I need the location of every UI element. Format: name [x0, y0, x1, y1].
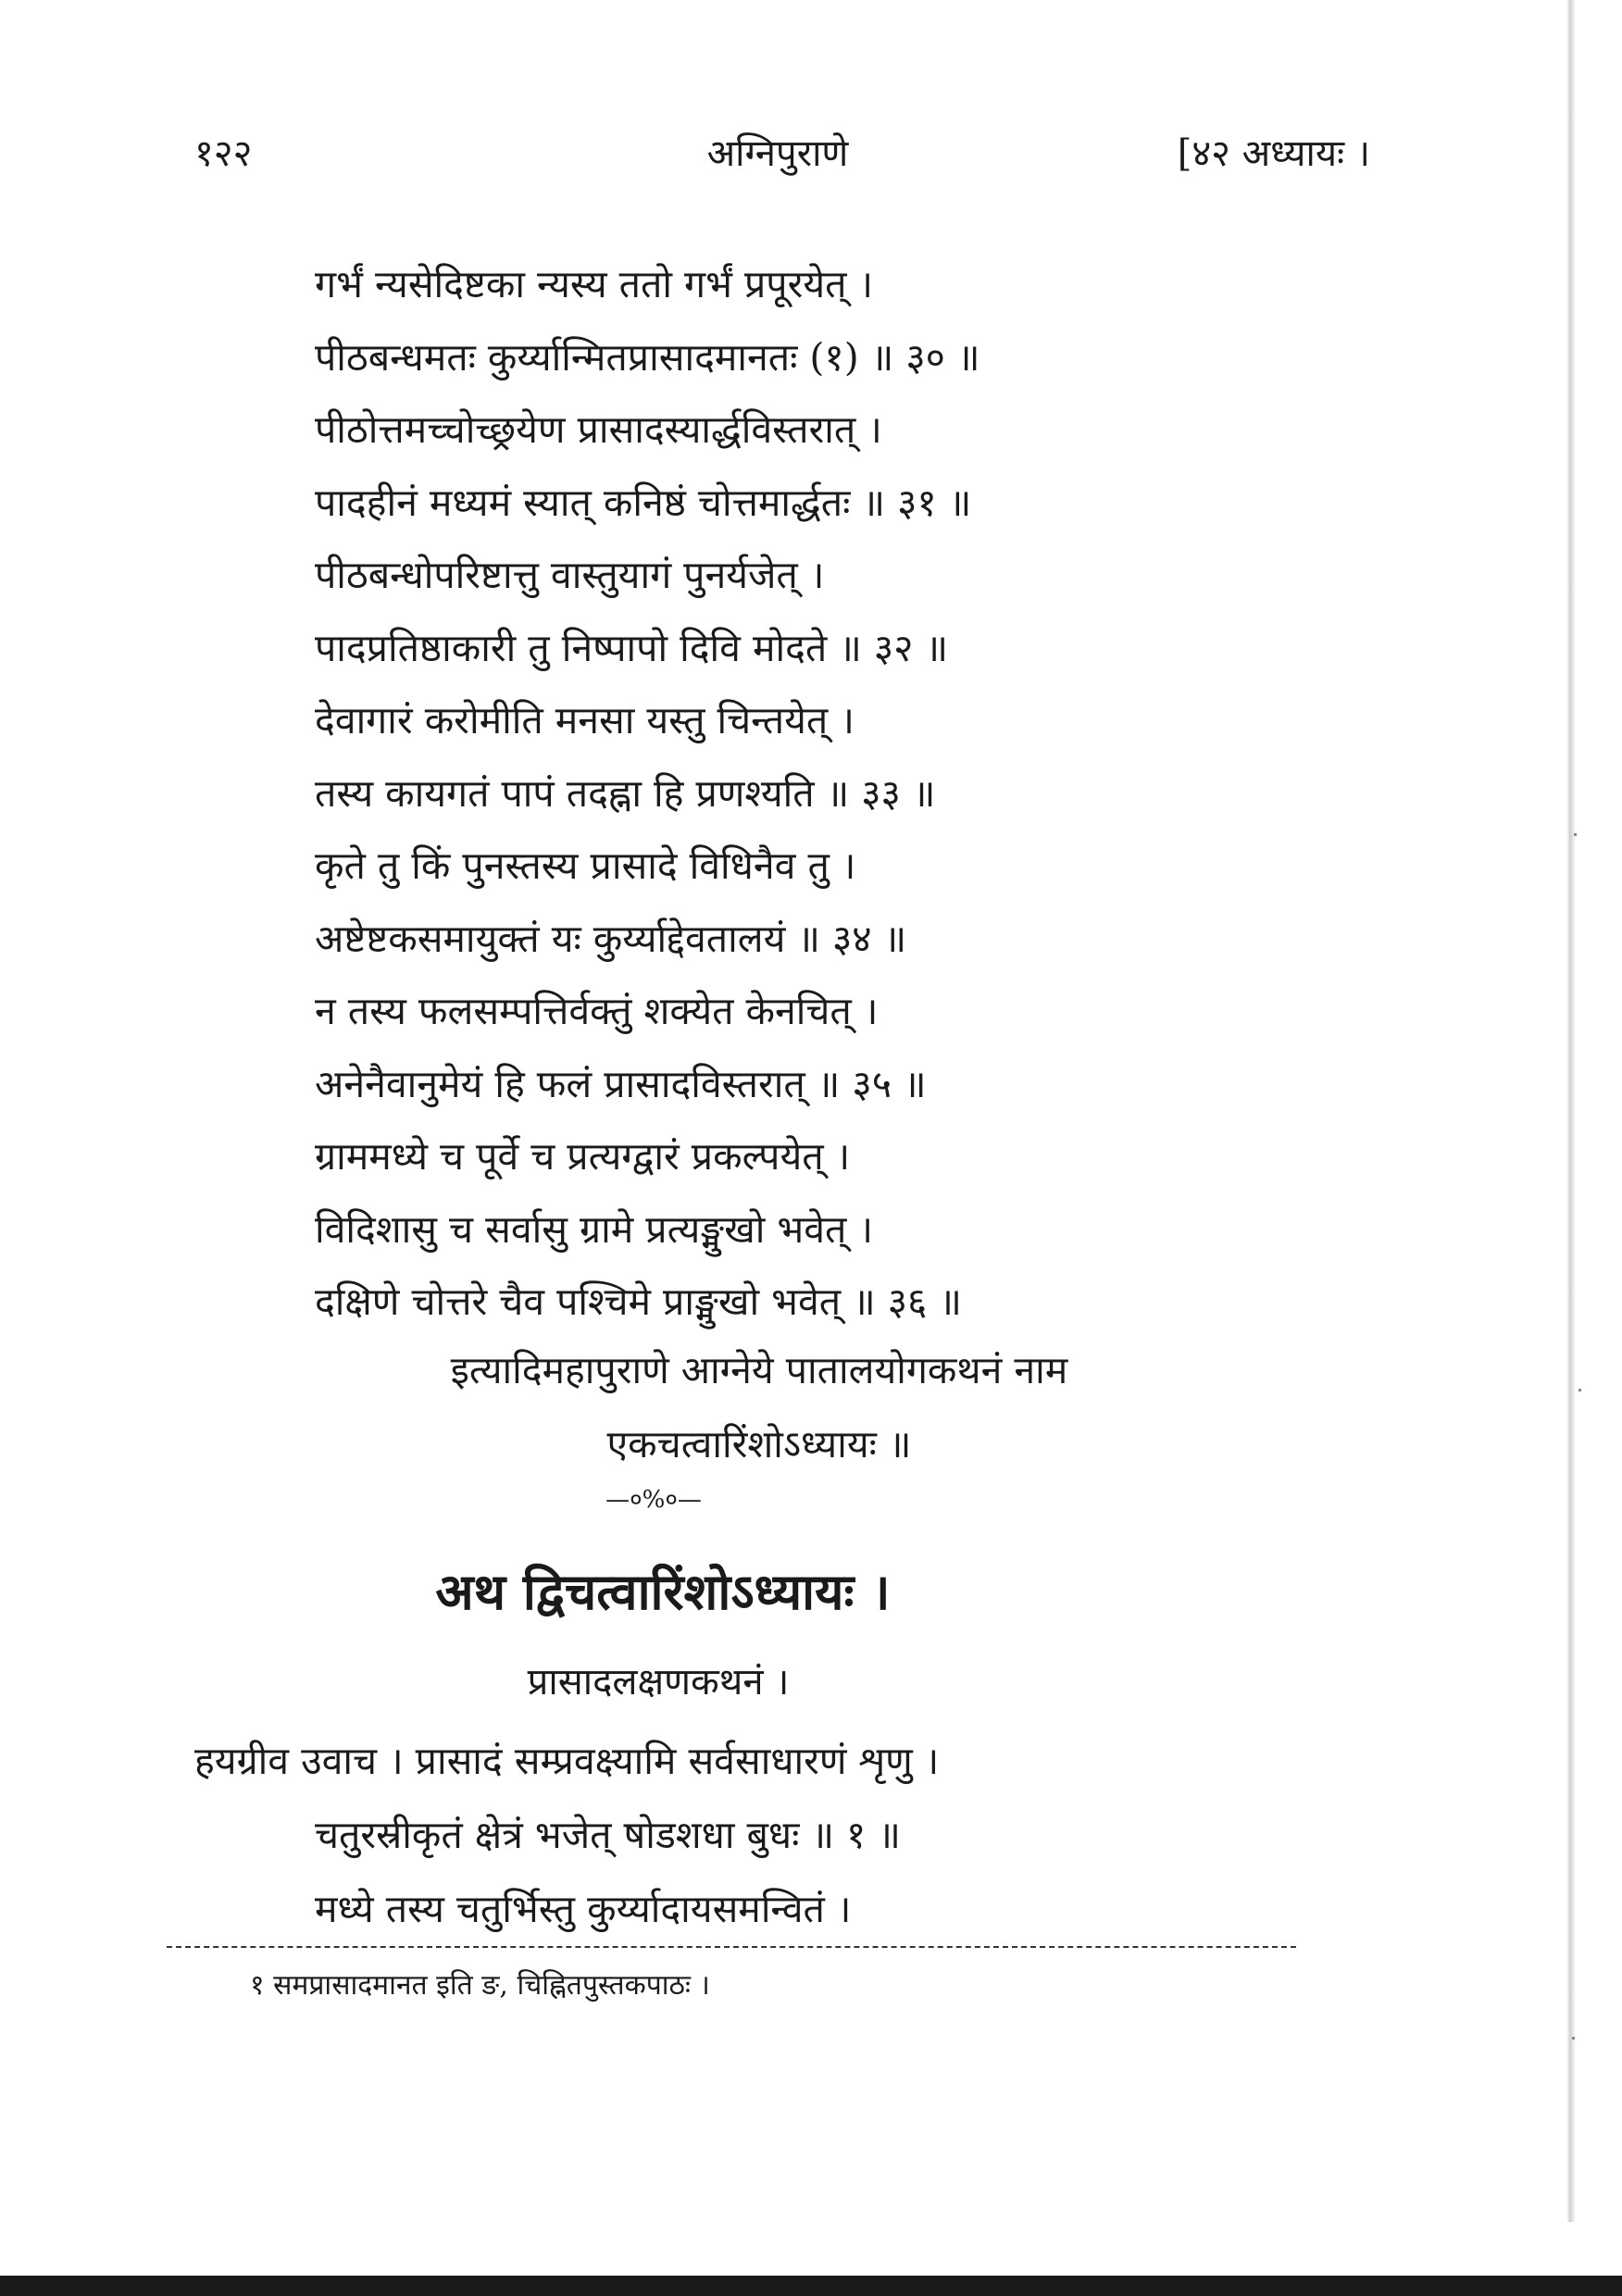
verse-block	[315, 248, 1241, 1339]
page-number: १२२	[194, 132, 253, 175]
chapter-subtitle: प्रासादलक्षणकथनं ।	[527, 1661, 790, 1703]
verse-line: पीठबन्धोपरिष्टात्तु वास्तुयागं पुनर्यजेत् ।	[315, 553, 825, 597]
verse-line: तस्य कायगतं पापं तदह्ना हि प्रणश्यति ॥ ३३ ॥	[315, 770, 936, 816]
verse-line: हयग्रीव उवाच । प्रासादं सम्प्रवक्ष्यामि सर्वसाधारणं शृणु ।	[194, 1739, 940, 1783]
verse-line: चतुरस्रीकृतं क्षेत्रं भजेत् षोडशधा बुधः ॥ १ ॥	[315, 1813, 901, 1857]
verse-line: ग्राममध्ये च पूर्वे च प्रत्यग्द्वारं प्रकल्पयेत् ।	[315, 1134, 851, 1179]
chapter-colophon	[343, 1333, 1176, 1481]
scan-edge	[1566, 0, 1576, 2222]
verse-line: पादहीनं मध्यमं स्यात् कनिष्ठं चोत्तमार्द्धतः ॥ ३१ ॥	[315, 480, 972, 525]
verse-line: अनेनैवानुमेयं हि फलं प्रासादविस्तरात् ॥ ३५ ॥	[315, 1061, 927, 1106]
verse-line: कृते तु किं पुनस्तस्य प्रासादे विधिनैव तु ।	[315, 843, 856, 888]
scan-speck	[1578, 1389, 1581, 1391]
verse-line: गर्भं न्यसेदिष्टका न्यस्य ततो गर्भं प्रपूरयेत् ।	[315, 262, 874, 306]
chapter-title: अथ द्विचत्वारिंशोऽध्यायः ।	[435, 1562, 891, 1621]
new-chapter-verses	[194, 1724, 1333, 1946]
running-title: अग्निपुराणे	[706, 132, 849, 175]
verse-line: दक्षिणे चोत्तरे चैव पश्चिमे प्राङ्मुखो भवेत् ॥ ३६ ॥	[315, 1279, 962, 1324]
scan-speck	[1574, 833, 1577, 836]
section-ornament: —०%०—	[605, 1486, 702, 1514]
verse-line: देवागारं करोमीति मनसा यस्तु चिन्तयेत् ।	[315, 698, 855, 742]
verse-line: पीठबन्धमतः कुर्य्यान्मितप्रासादमानतः (१) ॥ ३० ॥	[315, 334, 980, 380]
verse-line: विदिशासु च सर्वासु ग्रामे प्रत्यङ्मुखो भवेत् ।	[315, 1206, 873, 1252]
footnote-divider	[167, 1946, 1296, 1948]
colophon-line: इत्यादिमहापुराणे आग्नेये पातालयोगकथनं नाम	[450, 1348, 1068, 1392]
scan-speck	[1572, 2037, 1575, 2040]
colophon-line: एकचत्वारिंशोऽध्यायः ॥	[606, 1422, 912, 1466]
verse-line: मध्ये तस्य चतुर्भिस्तु कुर्य्यादायसमन्वितं ।	[315, 1887, 852, 1931]
chapter-reference: [४२ अध्यायः ।	[1177, 132, 1370, 175]
page-header	[194, 126, 1370, 181]
verse-line: पादप्रतिष्ठाकारी तु निष्पापो दिवि मोदते ॥ ३२ ॥	[315, 625, 949, 670]
scan-bottom-edge	[0, 2276, 1622, 2296]
verse-line: अष्टेष्टकसमायुक्तं यः कुर्य्याद्देवतालयं ॥ ३४ ॥	[315, 916, 907, 961]
verse-line: न तस्य फलसम्पत्तिर्वक्तुं शक्येत केनचित् ।	[315, 989, 879, 1033]
footnote: १ समप्रासादमानत इति ङ, चिह्नितपुस्तकपाठः ।	[250, 1969, 710, 2002]
verse-line: पीठोत्तमच्चोच्छ्रयेण प्रासादस्यार्द्धविस्तरात् ।	[315, 407, 882, 452]
